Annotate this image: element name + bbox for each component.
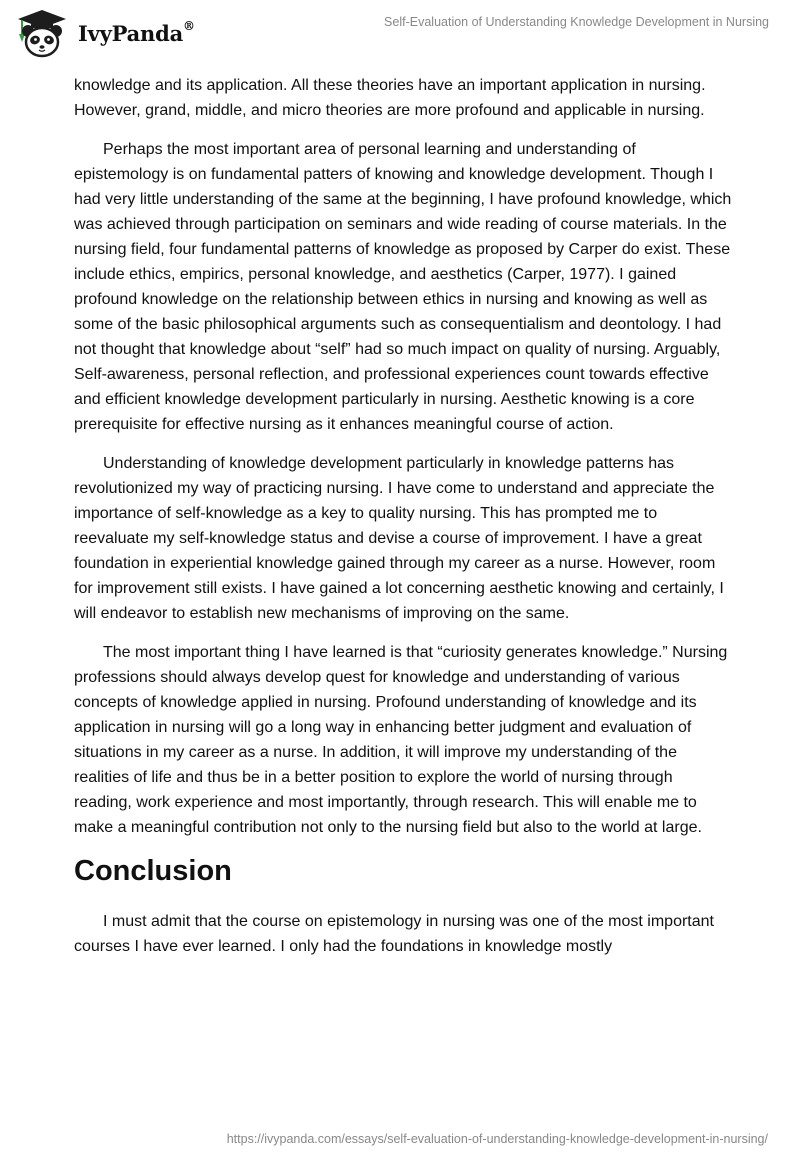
document-title: Self-Evaluation of Understanding Knowledge Development in Nursing [384,15,769,29]
paragraph-2: Perhaps the most important area of personal learning and understanding of epistemology is on fundamental patters of knowing and knowledge development. Though I had very little understanding of the same at the beginning, I have profound knowledge, which was achieved through participation on seminars and wide reading of course materials. In the nursing field, four fundamental patterns of knowledge as proposed by Carper do exist. These include ethics, empirics, personal knowledge, and aesthetics (Carper, 1977). I gained profound knowledge on the relationship between ethics in nursing and knowing as well as some of the basic philosophical arguments such as consequentialism and deontology. I had not thought that knowledge about “self” had so much impact on quality of nursing. Arguably, Self-awareness, personal reflection, and professional experiences count towards effective and efficient knowledge development particularly in nursing. Aesthetic knowing is a core prerequisite for effective nursing as it enhances meaningful course of action. [74,141,732,433]
section-heading-conclusion: Conclusion [74,855,232,887]
brand-name [78,18,195,46]
source-url[interactable]: https://ivypanda.com/essays/self-evaluation-of-understanding-knowledge-development-in-nursing/ [226,1132,768,1146]
panda-graduate-icon [14,8,70,58]
brand-logo[interactable] [14,8,195,58]
paragraph-1: knowledge and its application. All these theories have an important application in nursing. However, grand, middle, and micro theories are more profound and applicable in nursing. [74,77,706,119]
essay-body [74,73,734,973]
brand-text: IvyPanda [78,20,184,46]
paragraph-5: I must admit that the course on epistemology in nursing was one of the most important courses I have ever learned. I only had the foundations in knowledge mostly [74,913,714,955]
paragraph-3: Understanding of knowledge development particularly in knowledge patterns has revolutionized my way of practicing nursing. I have come to understand and appreciate the importance of self-knowledge as a key to quality nursing. This has prompted me to reevaluate my self-knowledge status and devise a course of improvement. I have a great foundation in experiential knowledge gained through my career as a nurse. However, room for improvement still exists. I have gained a lot concerning aesthetic knowing and certainly, I will endeavor to establish new mechanisms of improving on the same. [74,455,724,622]
page-header [0,0,800,70]
paragraph-4: The most important thing I have learned is that “curiosity generates knowledge.” Nursing professions should always develop quest for knowledge and understanding of various concepts of knowledge applied in nursing. Profound understanding of knowledge and its application in nursing will go a long way in enhancing better judgment and evaluation of situations in my career as a nurse. In addition, it will improve my understanding of the realities of life and thus be in a better position to explore the world of nursing through reading, work experience and most importantly, through research. This will enable me to make a meaningful contribution not only to the nursing field but also to the world at large. [74,644,728,836]
registered-mark: ® [183,18,195,33]
